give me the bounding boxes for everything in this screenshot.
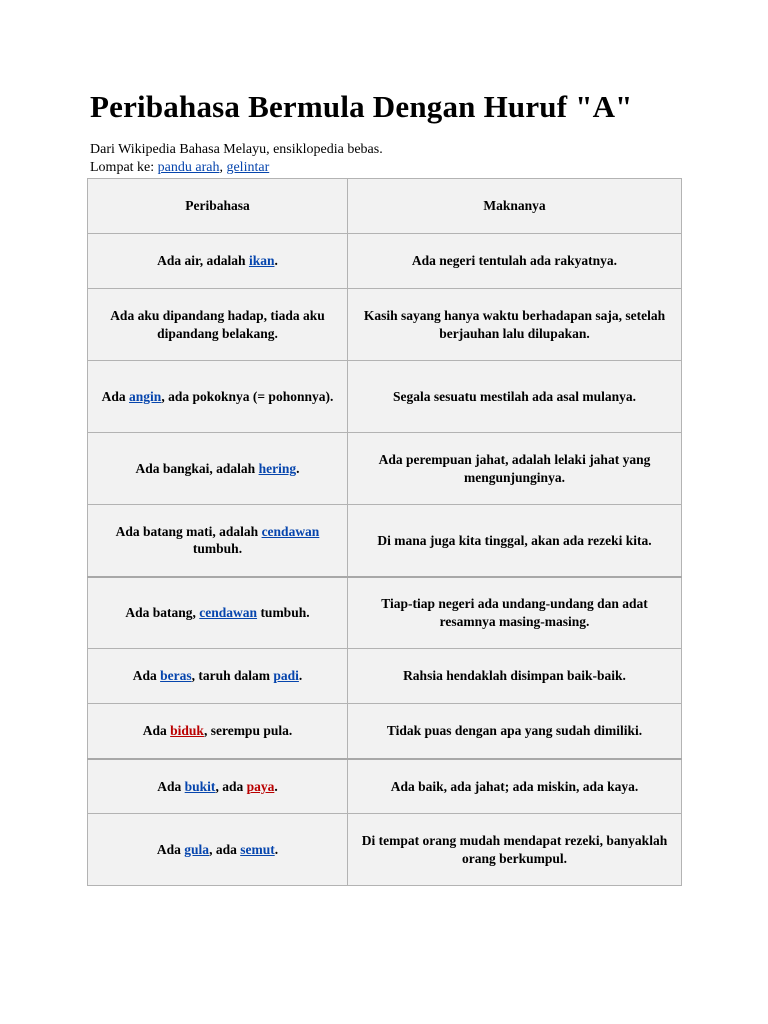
meaning-cell: Kasih sayang hanya waktu berhadapan saja, setelah berjauhan lalu dilupakan. xyxy=(348,289,682,361)
word-link[interactable]: semut xyxy=(240,841,275,857)
proverb-cell: Ada angin, ada pokoknya (= pohonnya). xyxy=(88,361,348,433)
proverb-cell: Ada batang mati, adalah cendawan tumbuh. xyxy=(88,505,348,577)
word-link[interactable]: padi xyxy=(273,668,299,684)
table-header-row xyxy=(88,179,682,234)
word-redlink[interactable]: paya xyxy=(246,778,275,794)
proverb-cell: Ada batang, cendawan tumbuh. xyxy=(88,577,348,649)
table-row xyxy=(88,361,682,433)
meaning-cell: Tidak puas dengan apa yang sudah dimiliki. xyxy=(348,704,682,759)
jump-prefix: Lompat ke: xyxy=(90,160,158,175)
source-line: Dari Wikipedia Bahasa Melayu, ensiklopedia bebas. xyxy=(90,142,383,157)
table-row xyxy=(88,814,682,886)
meaning-cell: Segala sesuatu mestilah ada asal mulanya. xyxy=(348,361,682,433)
meaning-cell: Di tempat orang mudah mendapat rezeki, banyaklah orang berkumpul. xyxy=(348,814,682,886)
table-row xyxy=(88,433,682,505)
table-row xyxy=(88,759,682,814)
meaning-cell: Ada perempuan jahat, adalah lelaki jahat yang mengunjunginya. xyxy=(348,433,682,505)
page-title: Peribahasa Bermula Dengan Huruf "A" xyxy=(90,89,633,124)
header-maknanya: Maknanya xyxy=(348,179,682,234)
proverb-table xyxy=(87,178,682,886)
jump-line xyxy=(90,159,269,176)
word-link[interactable]: ikan xyxy=(248,253,275,269)
proverb-cell: Ada biduk, serempu pula. xyxy=(88,704,348,759)
word-link[interactable]: cendawan xyxy=(261,523,320,539)
word-redlink[interactable]: biduk xyxy=(170,723,204,738)
table-row xyxy=(88,289,682,361)
jump-link-navigation[interactable]: pandu arah xyxy=(157,160,220,175)
word-link[interactable]: angin xyxy=(129,388,162,404)
proverb-cell: Ada aku dipandang hadap, tiada aku dipandang belakang. xyxy=(88,289,348,361)
proverb-cell: Ada bukit, ada paya. xyxy=(88,759,348,814)
table-row xyxy=(88,577,682,649)
jump-link-search[interactable]: gelintar xyxy=(226,160,270,175)
proverb-cell: Ada air, adalah ikan. xyxy=(88,234,348,289)
table-row xyxy=(88,649,682,704)
meaning-cell: Tiap-tiap negeri ada undang-undang dan adat resamnya masing-masing. xyxy=(348,577,682,649)
word-link[interactable]: bukit xyxy=(184,778,216,794)
proverb-cell: Ada gula, ada semut. xyxy=(88,814,348,886)
table-row xyxy=(88,505,682,577)
meaning-cell: Di mana juga kita tinggal, akan ada rezeki kita. xyxy=(348,505,682,577)
word-link[interactable]: beras xyxy=(160,668,192,684)
meaning-cell: Ada baik, ada jahat; ada miskin, ada kaya. xyxy=(348,759,682,814)
word-link[interactable]: hering xyxy=(258,460,297,476)
proverb-cell: Ada beras, taruh dalam padi. xyxy=(88,649,348,704)
header-peribahasa: Peribahasa xyxy=(88,179,348,234)
table-row xyxy=(88,234,682,289)
meaning-cell: Rahsia hendaklah disimpan baik-baik. xyxy=(348,649,682,704)
word-link[interactable]: gula xyxy=(184,841,210,857)
word-link[interactable]: cendawan xyxy=(199,605,258,620)
meaning-cell: Ada negeri tentulah ada rakyatnya. xyxy=(348,234,682,289)
jump-separator: , xyxy=(219,160,227,175)
table-row xyxy=(88,704,682,759)
proverb-cell: Ada bangkai, adalah hering. xyxy=(88,433,348,505)
